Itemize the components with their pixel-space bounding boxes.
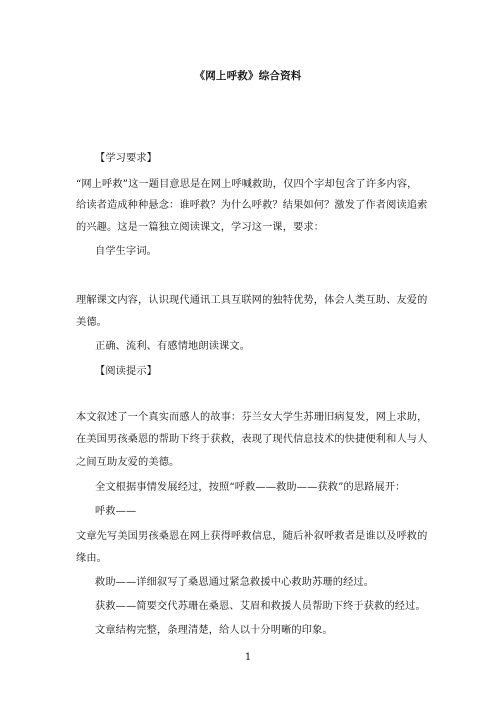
paragraph-line: 本文叙述了一个真实而感人的故事：芬兰女大学生苏珊旧病复发，网上求助，: [76, 412, 428, 423]
requirement-item: 理解课文内容，认识现代通讯工具互联网的独特优势，体会人类互助、友爱的: [76, 295, 428, 306]
section-heading-tips: 【阅读提示】: [95, 366, 158, 377]
requirement-item-continued: 美德。: [76, 317, 108, 328]
structure-intro: 全文根据事情发展经过，按照“呼救——救助——获救”的思路展开：: [95, 482, 406, 493]
requirement-item: 正确、流利、有感情地朗读课文。: [95, 341, 251, 352]
paragraph-line: 在美国男孩桑恩的帮助下终于获救，表现了现代信息技术的快捷便利和人与人: [76, 434, 428, 445]
part-label-call: 呼救——: [95, 506, 137, 517]
paragraph-line: “网上呼救”这一题目意思是在网上呼喊救助，仅四个字却包含了许多内容，: [76, 179, 418, 190]
requirement-item: 自学生字词。: [95, 246, 158, 257]
paragraph-line: 的兴趣。这是一篇独立阅读课文，学习这一课，要求：: [76, 222, 325, 233]
paragraph-line: 给读者造成种种悬念：谁呼救？为什么呼救？结果如何？激发了作者阅读追索: [76, 200, 428, 211]
paragraph-line: 缘由。: [76, 553, 108, 564]
document-title: 《网上呼救》综合资料: [194, 70, 302, 82]
page-number: 1: [244, 652, 252, 663]
paragraph-line: 文章先写美国男孩桑恩在网上获得呼救信息，随后补叙呼救者是谁以及呼救的: [76, 531, 428, 542]
section-heading-requirements: 【学习要求】: [95, 153, 158, 164]
part-rescue: 救助——详细叙写了桑恩通过紧急救援中心救助苏珊的经过。: [95, 577, 375, 588]
conclusion: 文章结构完整，条理清楚，给人以十分明晰的印象。: [95, 625, 333, 636]
paragraph-line: 之间互助友爱的美德。: [76, 457, 180, 468]
part-saved: 获救——简要交代苏珊在桑恩、艾眉和救援人员帮助下终于获救的经过。: [95, 601, 426, 612]
